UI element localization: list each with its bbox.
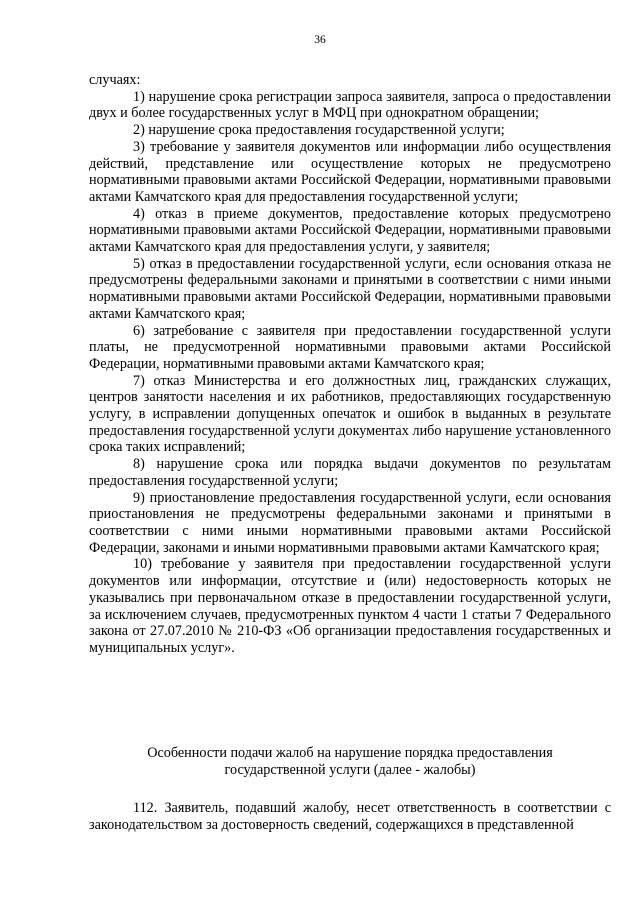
paragraph-continuation: случаях: (89, 72, 141, 88)
list-item-9: 9) приостановление предоставления государственной услуги, если основания приостановления не предусмотрены федеральными законами и принятыми в соответствии с ними иными нормативными правовыми актами Российской Федерации, законами и иными нормативными правовыми актами Камчатского края; (89, 489, 611, 556)
list-item-3: 3) требование у заявителя документов или информации либо осуществления действий, представление или осуществление которых не предусмотрено нормативными правовыми актами Российской Федерации, нормативными правовыми актами Камчатского края для предоставления государственной услуги; (89, 138, 611, 205)
section-heading-line-2: государственной услуги (далее - жалобы) (224, 762, 476, 778)
document-body (89, 72, 611, 657)
section-heading (89, 745, 611, 779)
list-item-4: 4) отказ в приеме документов, предоставление которых предусмотрено нормативными правовыми актами Российской Федерации, нормативными правовыми актами Камчатского края для предоставления услуги, у заявителя; (89, 205, 611, 256)
list-item-1: 1) нарушение срока регистрации запроса заявителя, запроса о предоставлении двух и более государственных услуг в МФЦ при однократном обращении; (89, 88, 611, 122)
page-number: 36 (314, 34, 326, 46)
list-item-6: 6) затребование с заявителя при предоставлении государственной услуги платы, не предусмотренной нормативными правовыми актами Российской Федерации, нормативными правовыми актами Камчатского края; (89, 322, 611, 372)
list-item-5: 5) отказ в предоставлении государственной услуги, если основания отказа не предусмотрены федеральными законами и принятыми в соответствии с ними иными нормативными правовыми актами Российской Федерации, нормативными правовыми актами Камчатского края; (89, 255, 611, 322)
list-item-2: 2) нарушение срока предоставления государственной услуги; (133, 122, 505, 139)
list-item-7: 7) отказ Министерства и его должностных лиц, гражданских служащих, центров занятости населения и их работников, предоставляющих государственную услугу, в исправлении допущенных опечаток и ошибок в выданных в результате предоставления государственной услуги документах либо нарушение установленного срока таких исправлений; (89, 372, 611, 456)
paragraph-112: 112. Заявитель, подавший жалобу, несет ответственность в соответствии с законодательством за достоверность сведений, содержащихся в представленной (89, 800, 611, 833)
list-item-10: 10) требование у заявителя при предоставлении государственной услуги документов или информации, отсутствие и (или) недостоверность которых не указывались при первоначальном отказе в предоставлении государственной услуги, за исключением случаев, предусмотренных пунктом 4 части 1 статьи 7 Федерального закона от 27.07.2010 № 210-ФЗ «Об организации предоставления государственных и муниципальных услуг». (89, 556, 611, 656)
section-heading-line-1: Особенности подачи жалоб на нарушение порядка предоставления (147, 745, 553, 761)
section-body (89, 800, 611, 834)
list-item-8: 8) нарушение срока или порядка выдачи документов по результатам предоставления государственной услуги; (89, 456, 611, 489)
